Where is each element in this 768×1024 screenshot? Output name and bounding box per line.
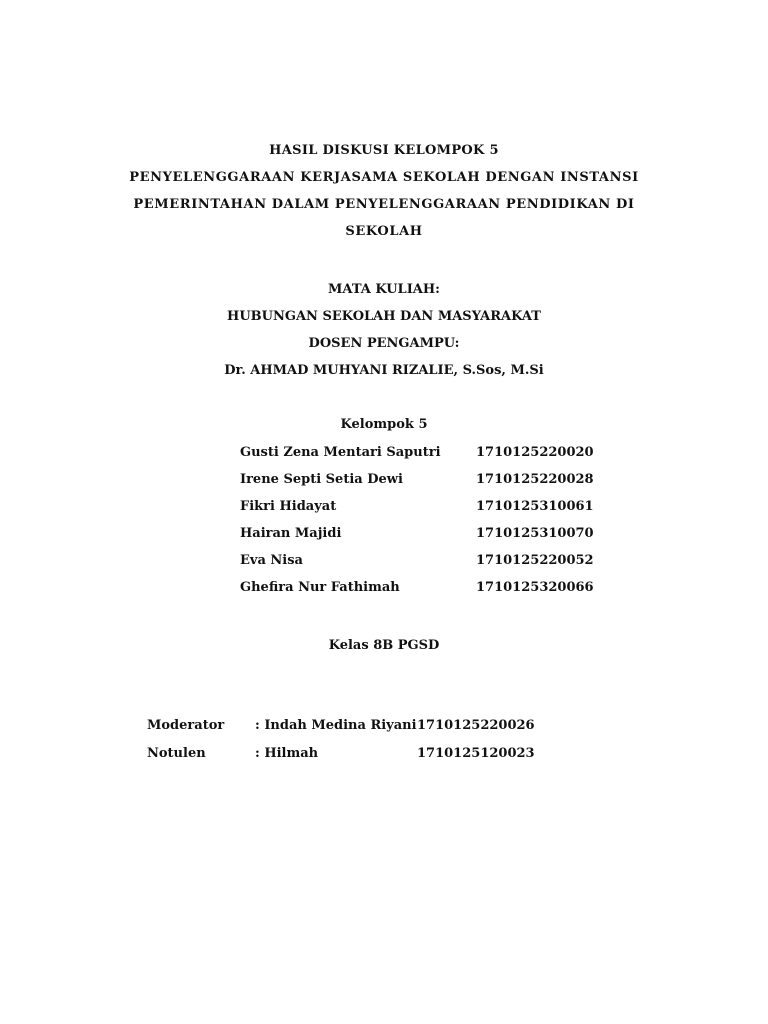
group-heading: Kelompok 5 (340, 417, 428, 432)
title-line: SEKOLAH (345, 224, 423, 239)
member-nim: 1710125310070 (476, 526, 594, 541)
role-row-notulen (147, 740, 567, 768)
member-row (240, 493, 600, 520)
document-title (0, 137, 768, 245)
member-name: Hairan Majidi (240, 526, 342, 541)
title-line: HASIL DISKUSI KELOMPOK 5 (269, 143, 499, 158)
class-label: Kelas 8B PGSD (328, 638, 440, 653)
member-row (240, 439, 600, 466)
course-label: MATA KULIAH: (328, 282, 440, 297)
member-name: Ghefira Nur Fathimah (240, 580, 400, 595)
member-nim: 1710125320066 (476, 580, 594, 595)
role-name: : Indah Medina Riyani (255, 718, 417, 733)
role-label: Notulen (147, 746, 206, 761)
member-row (240, 547, 600, 574)
role-name: : Hilmah (255, 746, 319, 761)
lecturer-label: DOSEN PENGAMPU: (308, 336, 460, 351)
member-nim: 1710125310061 (476, 499, 594, 514)
title-line: PEMERINTAHAN DALAM PENYELENGGARAAN PENDIDIKAN DI (133, 197, 635, 212)
member-row (240, 520, 600, 547)
lecturer-name: Dr. AHMAD MUHYANI RIZALIE, S.Sos, M.Si (224, 363, 544, 378)
member-nim: 1710125220052 (476, 553, 594, 568)
role-nim: 1710125220026 (417, 718, 535, 733)
course-name: HUBUNGAN SEKOLAH DAN MASYARAKAT (227, 309, 541, 324)
role-row-moderator (147, 712, 567, 740)
role-nim: 1710125120023 (417, 746, 535, 761)
member-list (240, 439, 600, 601)
role-label: Moderator (147, 718, 225, 733)
member-nim: 1710125220028 (476, 472, 594, 487)
member-name: Gusti Zena Mentari Saputri (240, 445, 441, 460)
member-nim: 1710125220020 (476, 445, 594, 460)
title-line: PENYELENGGARAAN KERJASAMA SEKOLAH DENGAN INSTANSI (129, 170, 639, 185)
member-name: Eva Nisa (240, 553, 303, 568)
member-name: Irene Septi Setia Dewi (240, 472, 403, 487)
member-row (240, 574, 600, 601)
member-name: Fikri Hidayat (240, 499, 337, 514)
role-list (147, 712, 567, 768)
member-row (240, 466, 600, 493)
course-info (0, 276, 768, 384)
